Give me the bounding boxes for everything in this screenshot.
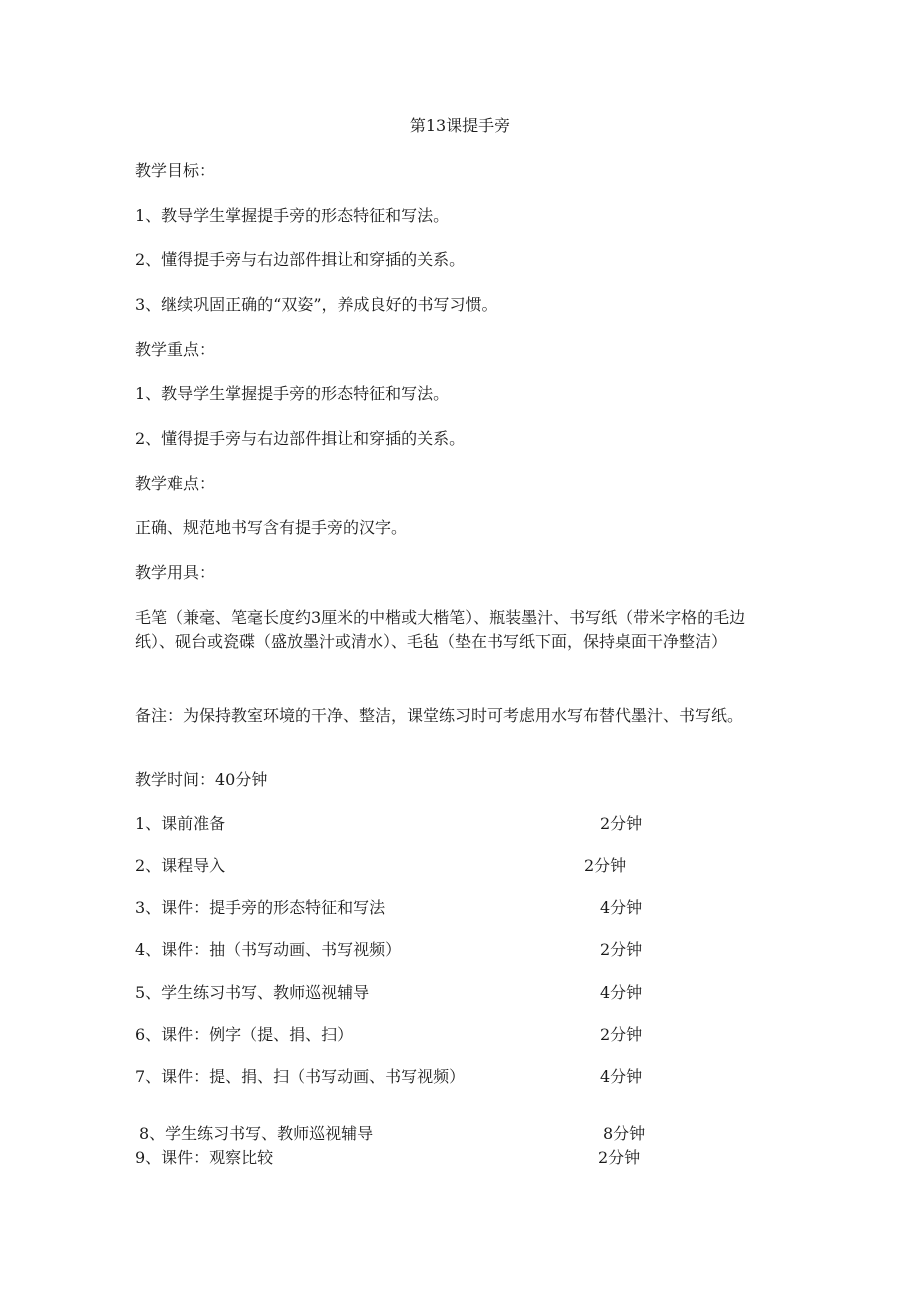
schedule-item-time: 2分钟	[600, 1025, 643, 1044]
difficulties-text: 正确、规范地书写含有提手旁的汉字。	[135, 518, 408, 537]
schedule-item-time: 2分钟	[600, 814, 643, 833]
schedule-item-label: 5、学生练习书写、教师巡视辅导	[135, 983, 370, 1002]
difficulties-heading: 教学难点：	[135, 474, 216, 493]
schedule-item-label: 4、课件：抽（书写动画、书写视频）	[135, 940, 402, 959]
objective-item: 3、继续巩固正确的“双姿”，养成良好的书写习惯。	[135, 295, 498, 314]
schedule-item-label: 1、课前准备	[135, 814, 226, 833]
schedule-item-time: 8分钟	[603, 1124, 646, 1143]
time-heading: 教学时间：40分钟	[135, 770, 268, 789]
objective-item: 1、教导学生掌握提手旁的形态特征和写法。	[135, 206, 450, 225]
note-text: 备注：为保持教室环境的干净、整洁，课堂练习时可考虑用水写布替代墨汁、书写纸。	[135, 706, 744, 725]
schedule-item-label: 2、课程导入	[135, 856, 226, 875]
schedule-item-time: 4分钟	[600, 898, 643, 917]
schedule-item-label: 9、课件：观察比较	[135, 1148, 274, 1167]
schedule-item-label: 8、学生练习书写、教师巡视辅导	[139, 1124, 374, 1143]
schedule-item-time: 2分钟	[600, 940, 643, 959]
schedule-item-time: 4分钟	[600, 983, 643, 1002]
schedule-item-time: 2分钟	[584, 856, 627, 875]
objective-item: 2、懂得提手旁与右边部件揖让和穿插的关系。	[135, 250, 466, 269]
schedule-item-label: 7、课件：提、捐、扫（书写动画、书写视频）	[135, 1067, 466, 1086]
objectives-heading: 教学目标：	[135, 161, 216, 180]
key-points-heading: 教学重点：	[135, 340, 216, 359]
schedule-item-label: 6、课件：例字（提、捐、扫）	[135, 1025, 354, 1044]
tools-heading: 教学用具：	[135, 563, 216, 582]
tools-text: 毛笔（兼毫、笔毫长度约3厘米的中楷或大楷笔）、瓶装墨汁、书写纸（带米字格的毛边纸）、砚台或瓷碟（盛放墨汁或清水）、毛毡（垫在书写纸下面，保持桌面干净整洁）	[135, 608, 746, 651]
schedule-item-label: 3、课件：提手旁的形态特征和写法	[135, 898, 386, 917]
schedule-item-time: 2分钟	[598, 1148, 641, 1167]
schedule-item-time: 4分钟	[600, 1067, 643, 1086]
lesson-title: 第13课提手旁	[409, 116, 511, 135]
key-point-item: 1、教导学生掌握提手旁的形态特征和写法。	[135, 384, 450, 403]
key-point-item: 2、懂得提手旁与右边部件揖让和穿插的关系。	[135, 429, 466, 448]
